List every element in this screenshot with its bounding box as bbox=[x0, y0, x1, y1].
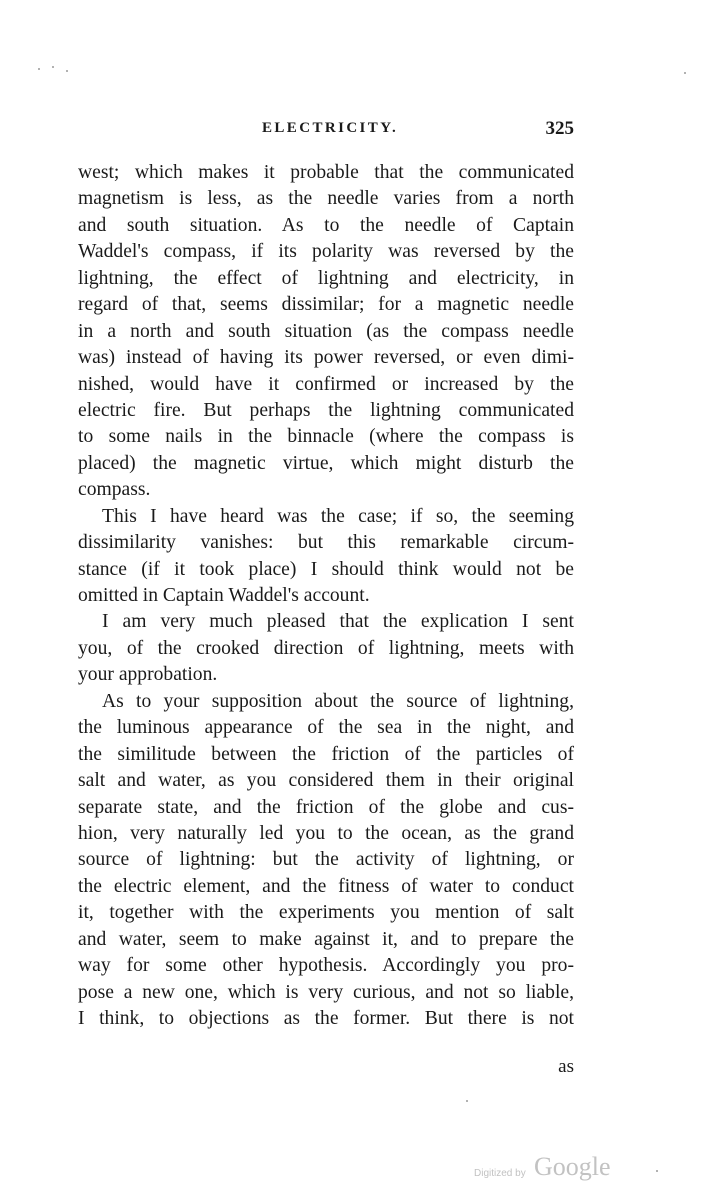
text-line: west; which makes it probable that the communicated bbox=[78, 162, 574, 183]
text-line: nished, would have it confirmed or increased by the bbox=[78, 373, 574, 395]
paper-speck bbox=[466, 1100, 468, 1102]
running-head bbox=[78, 118, 574, 144]
text-line: the similitude between the friction of the particles of bbox=[78, 743, 574, 765]
text-line: and water, seem to make against it, and to prepare the bbox=[78, 928, 574, 950]
catchword: as bbox=[558, 1056, 574, 1077]
text-line: omitted in Captain Waddel's account. bbox=[78, 585, 370, 606]
text-line: your approbation. bbox=[78, 664, 218, 686]
watermark-prefix: Digitized by bbox=[474, 1168, 526, 1179]
text-line: magnetism is less, as the needle varies from a north bbox=[78, 188, 574, 210]
text-line: stance (if it took place) I should think would not be bbox=[78, 558, 574, 580]
text-line: you, of the crooked direction of lightning, meets with bbox=[78, 637, 574, 659]
text-line: hion, very naturally led you to the ocean, as the grand bbox=[78, 822, 574, 844]
text-line: As to your supposition about the source of lightning, bbox=[102, 690, 574, 712]
watermark-brand: Google bbox=[534, 1152, 611, 1181]
paper-speck bbox=[52, 66, 54, 68]
text-line: regard of that, seems dissimilar; for a magnetic needle bbox=[78, 294, 574, 316]
paper-speck bbox=[38, 68, 40, 70]
text-line: and south situation. As to the needle of Captain bbox=[78, 214, 574, 236]
text-line: pose a new one, which is very curious, and not so liable, bbox=[78, 981, 574, 1003]
text-line: This I have heard was the case; if so, the seeming bbox=[102, 505, 574, 527]
text-line: I am very much pleased that the explication I sent bbox=[102, 611, 574, 633]
text-line: separate state, and the friction of the globe and cus- bbox=[78, 796, 574, 818]
text-line: compass. bbox=[78, 479, 151, 501]
text-line: salt and water, as you considered them in their original bbox=[78, 770, 574, 792]
text-line: the luminous appearance of the sea in the night, and bbox=[78, 717, 574, 739]
text-line: dissimilarity vanishes: but this remarkable circum- bbox=[78, 532, 574, 554]
text-line: the electric element, and the fitness of water to conduct bbox=[78, 875, 574, 897]
text-line: electric fire. But perhaps the lightning communicated bbox=[78, 399, 574, 421]
running-title: ELECTRICITY. bbox=[262, 120, 399, 136]
paper-speck bbox=[66, 70, 68, 72]
text-line: placed) the magnetic virtue, which might disturb the bbox=[78, 452, 574, 474]
paper-speck bbox=[684, 72, 686, 74]
text-line: was) instead of having its power reversed, or even dimi- bbox=[78, 347, 574, 369]
text-line: I think, to objections as the former. But there is not bbox=[78, 1008, 574, 1029]
text-line: in a north and south situation (as the compass needle bbox=[78, 320, 574, 342]
text-line: way for some other hypothesis. Accordingly you pro- bbox=[78, 955, 574, 977]
paper-speck bbox=[656, 1170, 658, 1172]
text-line: it, together with the experiments you mention of salt bbox=[78, 902, 574, 924]
page-number: 325 bbox=[545, 118, 574, 139]
text-line: source of lightning: but the activity of lightning, or bbox=[78, 849, 574, 871]
text-line: to some nails in the binnacle (where the compass is bbox=[78, 426, 574, 448]
body-text bbox=[78, 160, 574, 1032]
text-line: Waddel's compass, if its polarity was reversed by the bbox=[78, 241, 574, 263]
text-line: lightning, the effect of lightning and electricity, in bbox=[78, 267, 574, 289]
